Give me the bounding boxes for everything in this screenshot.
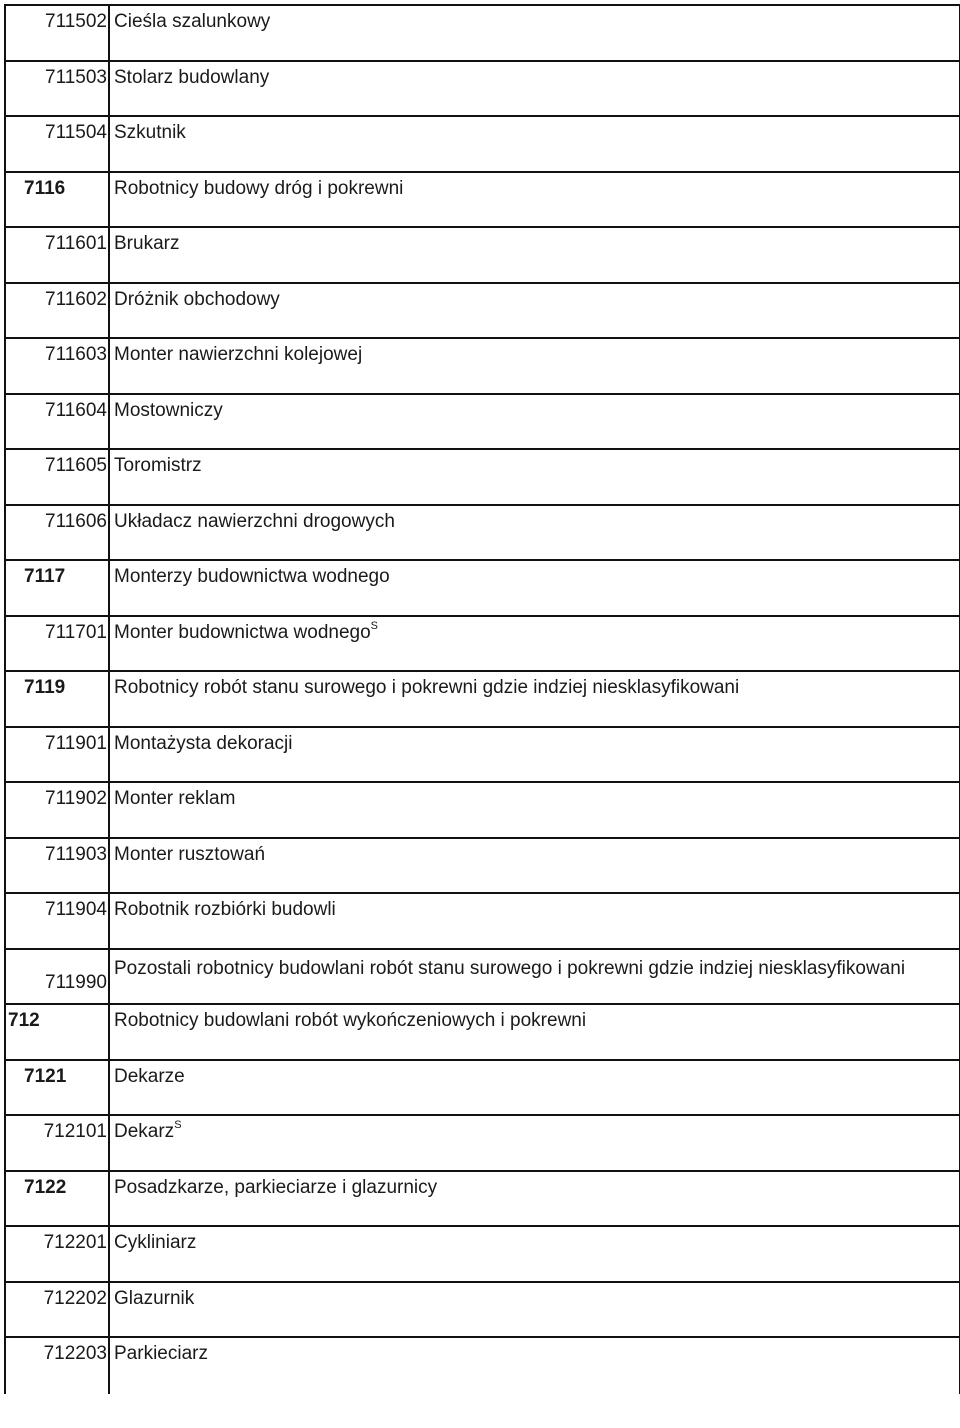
table-row <box>6 1338 959 1394</box>
occupation-name-text: Robotnicy budowy dróg i pokrewni <box>114 177 404 199</box>
occupation-name-text: Pozostali robotnicy budowlani robót stanu surowego i pokrewni gdzie indziej niesklasyfikowani <box>114 957 906 979</box>
table-row <box>6 672 959 728</box>
occupation-code: 712 <box>6 1005 110 1059</box>
table-row <box>6 1283 959 1339</box>
table-row <box>6 62 959 118</box>
table-row <box>6 117 959 173</box>
occupation-name-text: Glazurnik <box>114 1287 195 1309</box>
table-row <box>6 1172 959 1228</box>
occupation-name <box>110 62 959 116</box>
occupation-name <box>110 783 959 837</box>
occupation-name-text: Brukarz <box>114 233 180 254</box>
occupation-code: 711604 <box>6 395 110 449</box>
table-row <box>6 506 959 562</box>
table-row <box>6 450 959 506</box>
table-row <box>6 395 959 451</box>
occupation-name-text: Posadzkarze, parkieciarze i glazurnicy <box>114 1176 438 1198</box>
occupation-code: 7121 <box>6 1061 110 1115</box>
occupation-code: 711605 <box>6 450 110 504</box>
occupation-name <box>110 1116 959 1170</box>
occupation-code: 712202 <box>6 1283 110 1337</box>
occupation-name-text: Robotnicy budowlani robót wykończeniowych i pokrewni <box>114 1010 587 1031</box>
occupation-code: 711603 <box>6 339 110 393</box>
occupation-code: 711602 <box>6 284 110 338</box>
occupation-name <box>110 561 959 615</box>
occupation-name-text: Toromistrz <box>114 455 202 476</box>
occupation-code: 7119 <box>6 672 110 726</box>
table-row <box>6 1116 959 1172</box>
occupation-code: 712203 <box>6 1338 110 1394</box>
occupation-code: 711503 <box>6 62 110 116</box>
occupation-name <box>110 1227 959 1281</box>
occupation-name <box>110 617 959 671</box>
occupation-name <box>110 228 959 282</box>
occupation-name-text: Dróżnik obchodowy <box>114 288 280 310</box>
occupation-name <box>110 395 959 449</box>
occupation-name-text: Cieśla szalunkowy <box>114 11 271 32</box>
occupation-name-text: Monterzy budownictwa wodnego <box>114 566 390 587</box>
occupation-name-text: Parkieciarz <box>114 1343 208 1364</box>
occupation-name <box>110 173 959 227</box>
table-row <box>6 1227 959 1283</box>
occupation-name <box>110 6 959 60</box>
occupation-code: 711904 <box>6 894 110 948</box>
occupation-name <box>110 1005 959 1059</box>
table-row <box>6 950 959 1006</box>
occupation-code: 711903 <box>6 839 110 893</box>
table-row <box>6 783 959 839</box>
table-row <box>6 173 959 229</box>
occupation-name-text: Monter nawierzchni kolejowej <box>114 344 363 365</box>
occupation-code: 711502 <box>6 6 110 60</box>
occupation-code: 7117 <box>6 561 110 615</box>
occupation-code: 711701 <box>6 617 110 671</box>
occupation-name-text: Mostowniczy <box>114 399 223 421</box>
occupation-code: 711606 <box>6 506 110 560</box>
occupation-name-text: Dekarze <box>114 1065 185 1087</box>
occupation-name <box>110 1172 959 1226</box>
occupation-code: 711990 <box>6 950 110 1004</box>
occupation-name <box>110 284 959 338</box>
superscript-marker: S <box>174 1119 182 1131</box>
occupation-name <box>110 450 959 504</box>
occupation-name <box>110 1338 959 1394</box>
occupation-code: 7116 <box>6 173 110 227</box>
occupation-code: 711504 <box>6 117 110 171</box>
occupation-name-text: Robotnicy robót stanu surowego i pokrewni gdzie indziej niesklasyfikowani <box>114 677 740 698</box>
occupation-name <box>110 117 959 171</box>
table-row <box>6 339 959 395</box>
occupation-name <box>110 1061 959 1115</box>
occupation-name <box>110 839 959 893</box>
occupation-code: 711901 <box>6 728 110 782</box>
occupation-code: 712201 <box>6 1227 110 1281</box>
occupation-name-text: Monter rusztowań <box>114 843 266 865</box>
occupation-name <box>110 672 959 726</box>
occupation-name <box>110 894 959 948</box>
occupation-name-text: Dekarz <box>114 1121 175 1142</box>
table-row <box>6 561 959 617</box>
table-row <box>6 6 959 62</box>
table-row <box>6 728 959 784</box>
occupation-name-text: Układacz nawierzchni drogowych <box>114 510 395 532</box>
occupation-name-text: Monter reklam <box>114 788 236 809</box>
table-row <box>6 1061 959 1117</box>
occupation-code: 712101 <box>6 1116 110 1170</box>
table-row <box>6 228 959 284</box>
occupation-name-text: Stolarz budowlany <box>114 66 270 88</box>
occupation-name <box>110 339 959 393</box>
occupation-name <box>110 950 959 1004</box>
occupation-name-text: Montażysta dekoracji <box>114 732 293 754</box>
occupation-name-text: Cykliniarz <box>114 1232 197 1253</box>
occupation-name <box>110 728 959 782</box>
occupation-name-text: Monter budownictwa wodnego <box>114 621 371 643</box>
table-row <box>6 839 959 895</box>
superscript-marker: S <box>370 619 379 632</box>
occupation-name-text: Szkutnik <box>114 122 186 143</box>
occupation-table <box>4 4 960 1394</box>
table-row <box>6 894 959 950</box>
occupation-name <box>110 1283 959 1337</box>
occupation-name <box>110 506 959 560</box>
occupation-code: 711601 <box>6 228 110 282</box>
occupation-code: 711902 <box>6 783 110 837</box>
table-row <box>6 617 959 673</box>
occupation-code: 7122 <box>6 1172 110 1226</box>
table-row <box>6 284 959 340</box>
table-row <box>6 1005 959 1061</box>
occupation-name-text: Robotnik rozbiórki budowli <box>114 899 336 920</box>
